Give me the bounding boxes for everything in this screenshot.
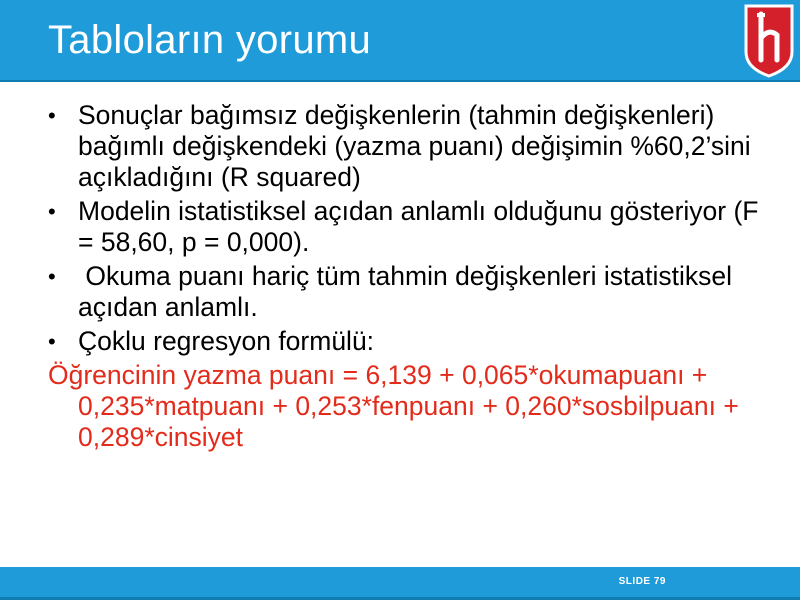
bullet-item xyxy=(0,261,800,323)
bullet-item xyxy=(0,100,800,193)
bullet-dot: • xyxy=(48,264,56,289)
bullet-text: Okuma puanı hariç tüm tahmin değişkenleri istatistiksel açıdan anlamlı. xyxy=(78,261,740,322)
slide-number: SLIDE 79 xyxy=(618,576,666,587)
slide-title: Tabloların yorumu xyxy=(48,18,372,62)
bullet-text: Modelin istatistiksel açıdan anlamlı olduğunu gösteriyor (F = 58,60, p = 0,000). xyxy=(78,196,759,257)
slide-body xyxy=(0,100,800,453)
header-rule xyxy=(0,80,800,82)
bullet-text: Çoklu regresyon formülü: xyxy=(78,326,375,356)
bullet-item xyxy=(0,326,800,357)
bullet-item xyxy=(0,196,800,258)
footer-bar xyxy=(0,567,800,597)
bullet-dot: • xyxy=(48,329,56,354)
bullet-text: Sonuçlar bağımsız değişkenlerin (tahmin değişkenleri) bağımlı değişkendeki (yazma puanı) değişimin %60,2’sini açıkladığını (R squared) xyxy=(78,100,751,192)
university-logo-icon xyxy=(742,2,796,78)
header-bar xyxy=(0,0,800,80)
regression-formula: Öğrencinin yazma puanı = 6,139 + 0,065*okumapuanı + 0,235*matpuanı + 0,253*fenpuanı + 0,260*sosbilpuanı + 0,289*cinsiyet xyxy=(48,360,739,452)
bullet-dot: • xyxy=(48,199,56,224)
bullet-dot: • xyxy=(48,103,56,128)
